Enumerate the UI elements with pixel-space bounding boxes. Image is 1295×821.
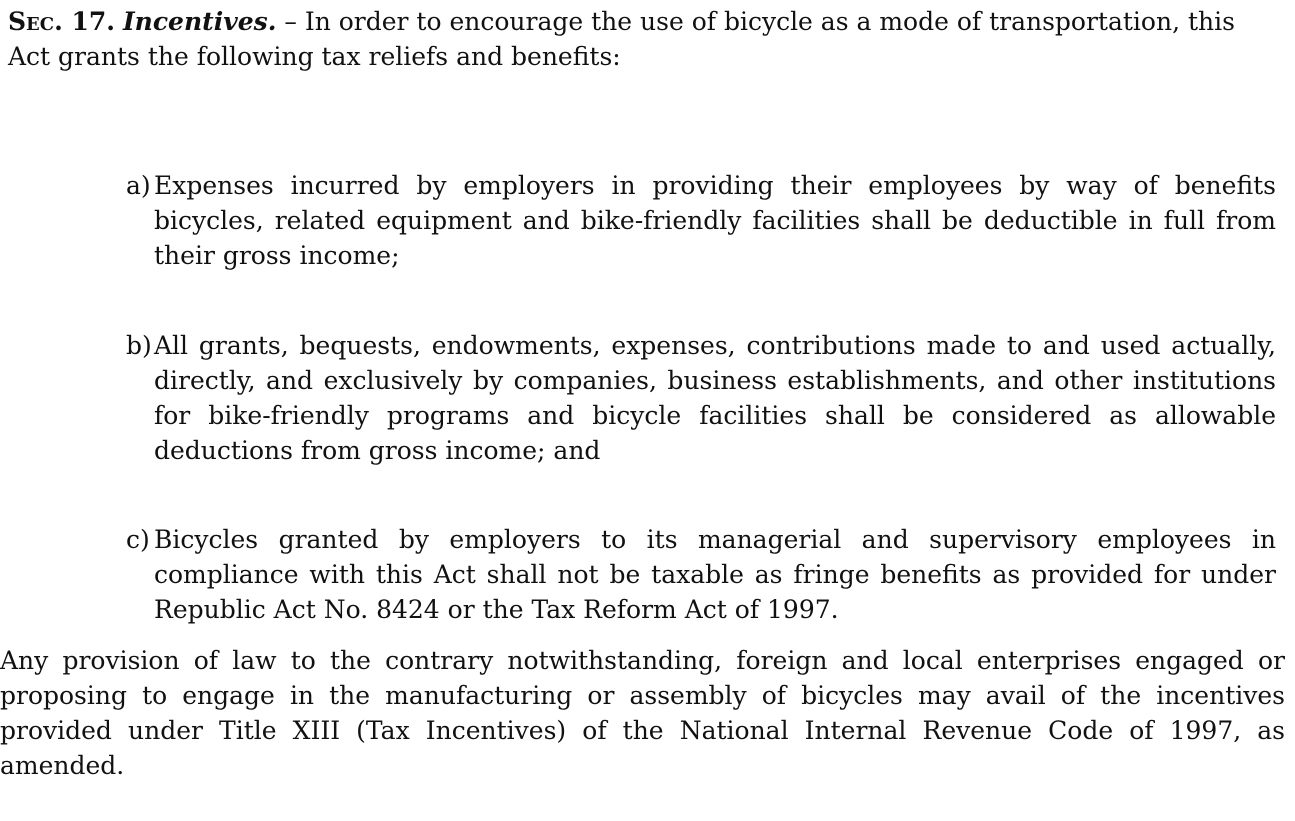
section-label: Sec. 17. [8, 7, 116, 36]
closing-paragraph: Any provision of law to the contrary notwithstanding, foreign and local enterprises engaged or proposing to engage in the manufacturing or assembly of bicycles may avail of the incentives provided under Title XIII (Tax Incentives) of the National Internal Revenue Code of 1997, as amended. [0, 646, 1285, 780]
list-item-text: Bicycles granted by employers to its managerial and supervisory employees in compliance with this Act shall not be taxable as fringe benefits as provided for under Republic Act No. 8424 or the Tax Reform Act of 1997. [154, 525, 1276, 624]
list-item-marker: c) [126, 525, 150, 554]
list-item [126, 328, 1276, 468]
section-title: Incentives. [122, 7, 277, 36]
section-separator: – [276, 7, 305, 36]
list-item-text: Expenses incurred by employers in providing their employees by way of benefits bicycles, related equipment and bike-friendly facilities shall be deductible in full from their gross income; [154, 171, 1276, 270]
list-item [126, 522, 1276, 627]
list-item [126, 168, 1276, 273]
section-intro-text: In order to encourage the use of bicycle as a mode of transportation, this Act grants the following tax reliefs and benefits: [8, 7, 1235, 71]
list-item-marker: a) [126, 171, 151, 200]
list-item-marker: b) [126, 331, 152, 360]
list-item-text: All grants, bequests, endowments, expenses, contributions made to and used actually, directly, and exclusively by companies, business establishments, and other institutions for bike-friendly programs and bicycle facilities shall be considered as allowable deductions from gross income; and [154, 331, 1276, 465]
